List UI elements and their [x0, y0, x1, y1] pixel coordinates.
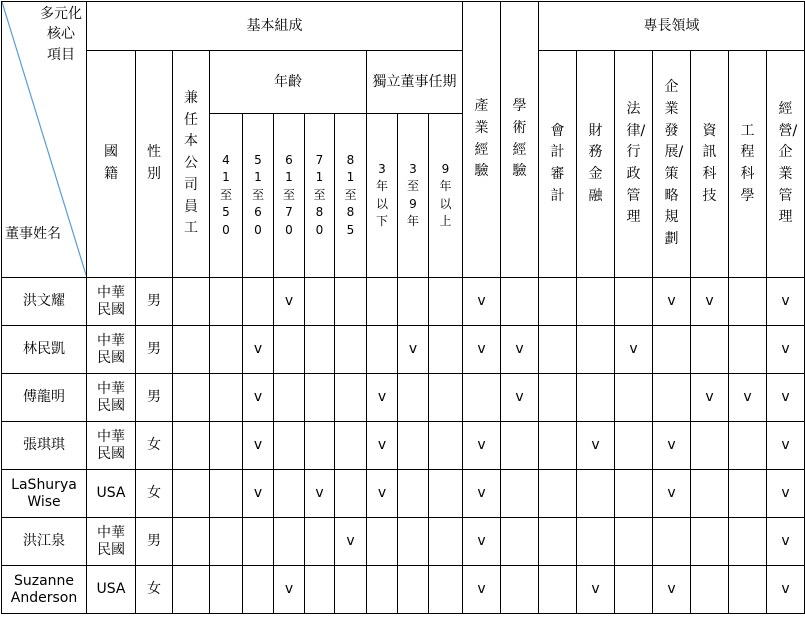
director-row [2, 518, 805, 566]
header-age-band: 51至60 [243, 114, 274, 278]
empty-cell [367, 278, 398, 326]
director-gender: 男 [136, 374, 173, 422]
director-gender: 男 [136, 326, 173, 374]
header-it: 資訊科技 [691, 51, 729, 278]
header-age-band: 61至70 [274, 114, 305, 278]
empty-cell [398, 518, 429, 566]
empty-cell [729, 518, 767, 566]
empty-cell [210, 566, 243, 614]
header-tenure-band: 9年以上 [429, 114, 463, 278]
header-accounting: 會計審計 [539, 51, 577, 278]
empty-cell [398, 470, 429, 518]
empty-cell [615, 566, 653, 614]
empty-cell [615, 422, 653, 470]
check-mark: v [767, 470, 805, 518]
empty-cell [691, 566, 729, 614]
empty-cell [335, 326, 367, 374]
empty-cell [539, 470, 577, 518]
check-mark: v [463, 518, 501, 566]
empty-cell [335, 566, 367, 614]
header-law: 法律/行政管理 [615, 51, 653, 278]
empty-cell [210, 278, 243, 326]
check-mark: v [274, 278, 305, 326]
director-nationality: USA [87, 470, 136, 518]
empty-cell [577, 470, 615, 518]
check-mark: v [767, 518, 805, 566]
empty-cell [577, 374, 615, 422]
header-tenure: 獨立董事任期 [367, 51, 463, 114]
director-nationality: 中華民國 [87, 518, 136, 566]
empty-cell [729, 326, 767, 374]
empty-cell [539, 374, 577, 422]
director-gender: 女 [136, 422, 173, 470]
empty-cell [577, 326, 615, 374]
check-mark: v [398, 326, 429, 374]
empty-cell [173, 422, 210, 470]
empty-cell [398, 278, 429, 326]
corner-cell [2, 2, 87, 278]
corner-top-line: 核心 [47, 26, 75, 43]
header-age-band: 41至50 [210, 114, 243, 278]
empty-cell [210, 422, 243, 470]
director-gender: 男 [136, 278, 173, 326]
group-basic-header: 基本組成 [87, 2, 463, 51]
empty-cell [398, 374, 429, 422]
empty-cell [653, 518, 691, 566]
director-gender: 男 [136, 518, 173, 566]
empty-cell [305, 278, 335, 326]
check-mark: v [243, 374, 274, 422]
empty-cell [367, 326, 398, 374]
check-mark: v [577, 422, 615, 470]
empty-cell [305, 422, 335, 470]
empty-cell [501, 422, 539, 470]
empty-cell [653, 374, 691, 422]
empty-cell [210, 374, 243, 422]
check-mark: v [577, 566, 615, 614]
empty-cell [173, 518, 210, 566]
header-row-1 [2, 2, 805, 51]
empty-cell [429, 326, 463, 374]
empty-cell [173, 470, 210, 518]
check-mark: v [305, 470, 335, 518]
check-mark: v [243, 470, 274, 518]
director-name: Suzanne Anderson [2, 566, 87, 614]
check-mark: v [767, 566, 805, 614]
empty-cell [539, 326, 577, 374]
empty-cell [501, 566, 539, 614]
check-mark: v [274, 566, 305, 614]
empty-cell [691, 326, 729, 374]
empty-cell [429, 566, 463, 614]
check-mark: v [367, 374, 398, 422]
director-row [2, 278, 805, 326]
empty-cell [577, 278, 615, 326]
empty-cell [305, 326, 335, 374]
director-gender: 女 [136, 566, 173, 614]
corner-top-label [40, 4, 82, 65]
empty-cell [501, 518, 539, 566]
empty-cell [429, 374, 463, 422]
empty-cell [335, 422, 367, 470]
header-tenure-band: 3年以下 [367, 114, 398, 278]
header-age: 年齡 [210, 51, 367, 114]
header-academic: 學術經驗 [501, 2, 539, 278]
empty-cell [615, 278, 653, 326]
director-row [2, 374, 805, 422]
director-nationality: 中華民國 [87, 278, 136, 326]
header-gender: 性別 [136, 51, 173, 278]
empty-cell [274, 326, 305, 374]
empty-cell [429, 278, 463, 326]
check-mark: v [767, 278, 805, 326]
check-mark: v [615, 326, 653, 374]
empty-cell [691, 422, 729, 470]
empty-cell [653, 326, 691, 374]
director-nationality: USA [87, 566, 136, 614]
empty-cell [173, 374, 210, 422]
empty-cell [305, 518, 335, 566]
header-finance: 財務金融 [577, 51, 615, 278]
check-mark: v [653, 278, 691, 326]
check-mark: v [653, 566, 691, 614]
empty-cell [335, 278, 367, 326]
director-nationality: 中華民國 [87, 422, 136, 470]
empty-cell [539, 278, 577, 326]
empty-cell [539, 518, 577, 566]
empty-cell [429, 518, 463, 566]
empty-cell [398, 422, 429, 470]
empty-cell [243, 518, 274, 566]
empty-cell [615, 518, 653, 566]
empty-cell [305, 566, 335, 614]
corner-top-line: 多元化 [40, 6, 82, 22]
director-row [2, 566, 805, 614]
empty-cell [367, 518, 398, 566]
check-mark: v [767, 326, 805, 374]
board-diversity-table [1, 1, 805, 614]
empty-cell [274, 374, 305, 422]
header-employee: 兼任本公司員工 [173, 51, 210, 278]
empty-cell [274, 422, 305, 470]
empty-cell [577, 518, 615, 566]
check-mark: v [463, 470, 501, 518]
director-rows [2, 278, 805, 614]
director-name: 張琪琪 [2, 422, 87, 470]
check-mark: v [729, 374, 767, 422]
director-name: LaShurya Wise [2, 470, 87, 518]
check-mark: v [463, 422, 501, 470]
empty-cell [429, 422, 463, 470]
empty-cell [398, 566, 429, 614]
check-mark: v [767, 374, 805, 422]
director-nationality: 中華民國 [87, 326, 136, 374]
empty-cell [691, 518, 729, 566]
check-mark: v [653, 470, 691, 518]
empty-cell [367, 566, 398, 614]
header-engineering: 工程科學 [729, 51, 767, 278]
check-mark: v [367, 470, 398, 518]
group-expertise-header: 專長領域 [539, 2, 805, 51]
check-mark: v [367, 422, 398, 470]
empty-cell [173, 566, 210, 614]
header-nationality: 國籍 [87, 51, 136, 278]
director-row [2, 326, 805, 374]
empty-cell [539, 422, 577, 470]
director-row [2, 422, 805, 470]
check-mark: v [335, 518, 367, 566]
empty-cell [615, 374, 653, 422]
empty-cell [729, 566, 767, 614]
header-age-band: 71至80 [305, 114, 335, 278]
empty-cell [429, 470, 463, 518]
director-name: 林民凱 [2, 326, 87, 374]
check-mark: v [691, 278, 729, 326]
header-industry: 產業經驗 [463, 2, 501, 278]
corner-bottom-label: 董事姓名 [5, 226, 61, 243]
check-mark: v [463, 278, 501, 326]
empty-cell [173, 278, 210, 326]
empty-cell [729, 422, 767, 470]
empty-cell [615, 470, 653, 518]
check-mark: v [653, 422, 691, 470]
empty-cell [729, 278, 767, 326]
empty-cell [335, 374, 367, 422]
empty-cell [729, 470, 767, 518]
empty-cell [691, 470, 729, 518]
empty-cell [210, 518, 243, 566]
director-name: 洪江泉 [2, 518, 87, 566]
header-strategy: 企業發展/策略規劃 [653, 51, 691, 278]
empty-cell [463, 374, 501, 422]
empty-cell [539, 566, 577, 614]
check-mark: v [243, 422, 274, 470]
empty-cell [243, 278, 274, 326]
empty-cell [210, 470, 243, 518]
empty-cell [210, 326, 243, 374]
check-mark: v [463, 326, 501, 374]
director-nationality: 中華民國 [87, 374, 136, 422]
check-mark: v [691, 374, 729, 422]
check-mark: v [767, 422, 805, 470]
empty-cell [274, 518, 305, 566]
director-name: 傅龍明 [2, 374, 87, 422]
check-mark: v [463, 566, 501, 614]
director-name: 洪文耀 [2, 278, 87, 326]
check-mark: v [501, 374, 539, 422]
check-mark: v [243, 326, 274, 374]
empty-cell [173, 326, 210, 374]
corner-top-line: 項目 [47, 46, 75, 63]
empty-cell [305, 374, 335, 422]
empty-cell [501, 470, 539, 518]
header-row-2 [2, 51, 805, 114]
director-gender: 女 [136, 470, 173, 518]
check-mark: v [501, 326, 539, 374]
director-row [2, 470, 805, 518]
empty-cell [501, 278, 539, 326]
empty-cell [274, 470, 305, 518]
empty-cell [335, 470, 367, 518]
header-age-band: 81至85 [335, 114, 367, 278]
header-tenure-band: 3至9年 [398, 114, 429, 278]
empty-cell [243, 566, 274, 614]
header-management: 經營/企業管理 [767, 51, 805, 278]
